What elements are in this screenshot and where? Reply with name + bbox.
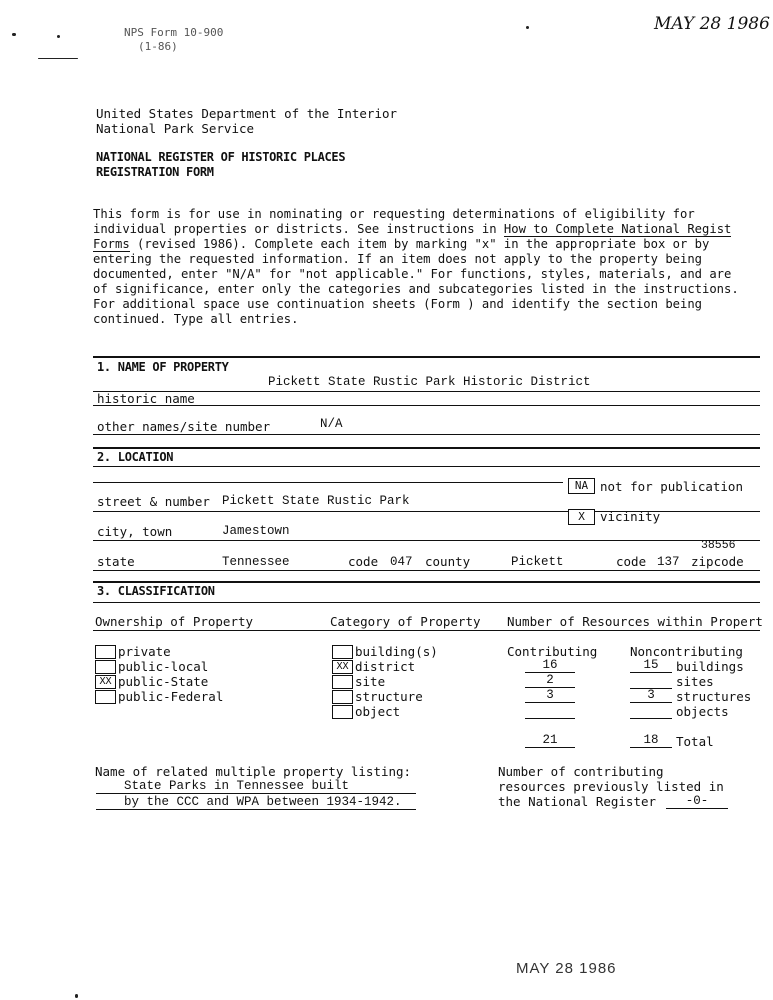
multiple-listing-label: Name of related multiple property listing: [95, 764, 412, 779]
field-rule [93, 540, 760, 541]
category-checkbox[interactable] [332, 645, 353, 659]
category-option-label: structure [355, 689, 423, 704]
instructions-link: How to Complete National Regist [503, 222, 732, 236]
previously-listed-line1: Number of contributing [498, 764, 664, 779]
section-divider [93, 447, 760, 449]
state-code-label: code [348, 554, 379, 569]
section3-heading: 3. CLASSIFICATION [97, 584, 215, 598]
resources-heading: Number of Resources within Propert [507, 614, 763, 629]
total-label: Total [676, 734, 714, 749]
contributing-count [525, 703, 575, 719]
contributing-count: 16 [525, 658, 575, 673]
field-rule [93, 434, 760, 435]
ownership-checkbox[interactable] [95, 690, 116, 704]
county-code-value: 137 [657, 555, 680, 569]
state-value: Tennessee [222, 555, 290, 569]
scan-speck [75, 994, 78, 998]
noncontributing-heading: Noncontributing [630, 644, 743, 659]
category-option-label: site [355, 674, 386, 689]
form-revision: (1-86) [138, 40, 178, 53]
city-label: city, town [97, 524, 173, 539]
agency-line1: United States Department of the Interior [96, 106, 398, 121]
county-label: county [425, 554, 471, 569]
instructions-line: For additional space use continuation sheets (Form ) and identify the section being [93, 297, 703, 311]
state-code-value: 047 [390, 555, 413, 569]
resource-type-label: sites [676, 674, 714, 689]
total-contributing: 21 [525, 733, 575, 748]
ownership-checkbox[interactable] [95, 645, 116, 659]
section1-heading: 1. NAME OF PROPERTY [97, 360, 229, 374]
section2-heading: 2. LOCATION [97, 450, 174, 464]
total-noncontributing: 18 [630, 733, 672, 748]
category-checkbox[interactable] [332, 690, 353, 704]
form-number: NPS Form 10-900 [124, 26, 224, 39]
category-option-label: building(s) [355, 644, 438, 659]
instructions-line: individual properties or districts. See instructions in How to Complete National Regist [93, 222, 732, 236]
previously-listed-line3: the National Register [498, 794, 657, 809]
instructions-line: This form is for use in nominating or requesting determinations of eligibility for [93, 207, 695, 221]
form-title2: REGISTRATION FORM [96, 165, 214, 179]
vicinity-label: vicinity [600, 509, 661, 524]
previously-listed-value: -0- [666, 794, 728, 809]
stamp-bottom: MAY 28 1986 [516, 960, 617, 977]
ownership-checkbox[interactable]: XX [95, 675, 116, 689]
field-rule [93, 602, 760, 603]
category-checkbox[interactable] [332, 675, 353, 689]
previously-listed-line2: resources previously listed in [498, 779, 724, 794]
field-rule [93, 405, 760, 406]
resource-type-label: buildings [676, 659, 744, 674]
other-names-value: N/A [320, 417, 343, 431]
scan-speck [526, 26, 529, 29]
noncontributing-count [630, 703, 672, 719]
ownership-checkbox[interactable] [95, 660, 116, 674]
instructions-line: continued. Type all entries. [93, 312, 299, 326]
contributing-count: 3 [525, 688, 575, 703]
instructions-link: Forms [93, 237, 130, 251]
ownership-option-label: public-local [118, 659, 209, 674]
category-option-label: district [355, 659, 416, 674]
noncontributing-count: 3 [630, 688, 672, 703]
zip-value: 38556 [701, 539, 736, 552]
contributing-heading: Contributing [507, 644, 598, 659]
field-rule [93, 482, 563, 483]
scan-speck [57, 35, 60, 38]
multiple-listing-line1: State Parks in Tennessee built [96, 779, 416, 794]
category-checkbox[interactable] [332, 705, 353, 719]
agency-line2: National Park Service [96, 121, 255, 136]
multiple-listing-line2: by the CCC and WPA between 1934-1942. [96, 795, 416, 810]
city-value: Jamestown [222, 524, 290, 538]
state-label: state [97, 554, 135, 569]
category-option-label: object [355, 704, 401, 719]
ownership-heading: Ownership of Property [95, 614, 254, 629]
instructions-line: Forms (revised 1986). Complete each item by marking "x" in the appropriate box or by [93, 237, 710, 251]
instructions-line: entering the requested information. If an item does not apply to the property being [93, 252, 703, 266]
noncontributing-count: 15 [630, 658, 672, 673]
not-for-publication-label: not for publication [600, 479, 743, 494]
ownership-option-label: private [118, 644, 171, 659]
county-value: Pickett [511, 555, 564, 569]
county-code-label: code [616, 554, 647, 569]
section-divider [93, 581, 760, 583]
section-divider [93, 356, 760, 358]
field-rule [93, 630, 760, 631]
instructions-line: documented, enter "N/A" for "not applicable." For functions, styles, materials, and are [93, 267, 732, 281]
stamp-top-date: MAY 28 1986 [654, 14, 770, 34]
form-title1: NATIONAL REGISTER OF HISTORIC PLACES [96, 150, 346, 164]
vicinity-checkbox[interactable]: X [568, 509, 595, 525]
scan-speck [12, 33, 16, 36]
ownership-option-label: public-Federal [118, 689, 224, 704]
resource-type-label: objects [676, 704, 729, 719]
field-rule [93, 570, 760, 571]
street-label: street & number [97, 494, 210, 509]
historic-name-value: Pickett State Rustic Park Historic District [268, 375, 591, 389]
category-heading: Category of Property [330, 614, 481, 629]
not-for-publication-checkbox[interactable]: NA [568, 478, 595, 494]
street-value: Pickett State Rustic Park [222, 494, 410, 508]
other-names-label: other names/site number [97, 419, 271, 434]
field-rule [93, 466, 760, 467]
historic-name-label: historic name [97, 391, 195, 406]
resource-type-label: structures [676, 689, 752, 704]
contributing-count: 2 [525, 673, 575, 688]
ownership-option-label: public-State [118, 674, 209, 689]
zip-label: zipcode [691, 554, 744, 569]
instructions-line: of significance, enter only the categories and subcategories listed in the instructions. [93, 282, 739, 296]
scan-speck [38, 58, 78, 59]
category-checkbox[interactable]: XX [332, 660, 353, 674]
noncontributing-count [630, 673, 672, 689]
